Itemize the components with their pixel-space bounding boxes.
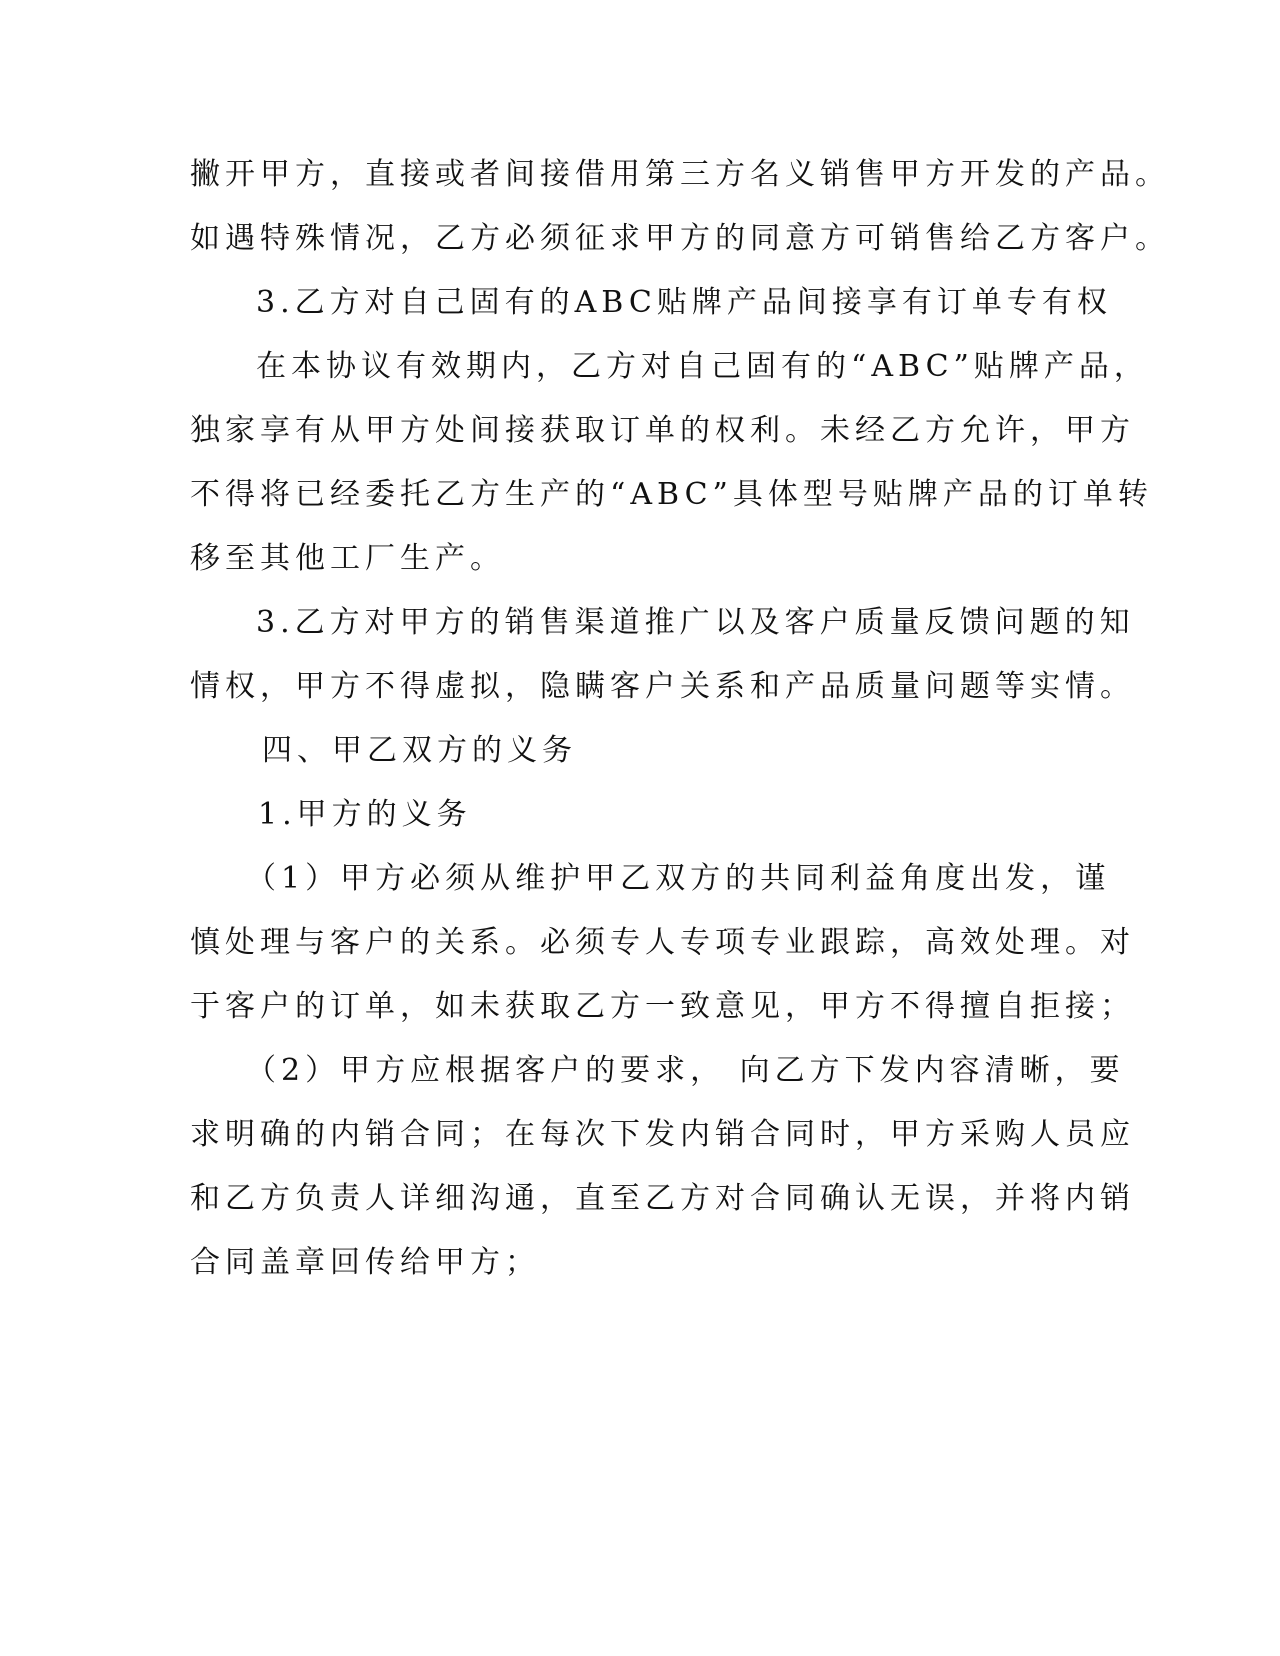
- text-line: 如遇特殊情况，乙方必须征求甲方的同意方可销售给乙方客户。: [190, 221, 1170, 256]
- text-line: 不得将已经委托乙方生产的“ABC”具体型号贴牌产品的订单转: [190, 477, 1153, 512]
- text-line: （1）甲方必须从维护甲乙双方的共同利益角度出发，谨: [246, 861, 1111, 896]
- text-line: 和乙方负责人详细沟通，直至乙方对合同确认无误，并将内销: [190, 1181, 1135, 1216]
- text-line: （2）甲方应根据客户的要求， 向乙方下发内容清晰，要: [246, 1053, 1125, 1088]
- text-line: 慎处理与客户的关系。必须专人专项专业跟踪，高效处理。对: [190, 925, 1135, 960]
- text-line: 独家享有从甲方处间接获取订单的权利。未经乙方允许，甲方: [190, 413, 1135, 448]
- chapter-heading: 四、甲乙双方的义务: [262, 733, 577, 768]
- section-heading: 3.乙方对自己固有的ABC贴牌产品间接享有订单专有权: [256, 285, 1112, 320]
- text-line: 撇开甲方，直接或者间接借用第三方名义销售甲方开发的产品。: [190, 157, 1170, 192]
- text-line: 求明确的内销合同；在每次下发内销合同时，甲方采购人员应: [190, 1117, 1135, 1152]
- text-line: 于客户的订单，如未获取乙方一致意见，甲方不得擅自拒接；: [190, 989, 1135, 1024]
- section-heading: 3.乙方对甲方的销售渠道推广以及客户质量反馈问题的知: [256, 605, 1135, 640]
- text-line: 移至其他工厂生产。: [190, 541, 505, 576]
- section-heading: 1.甲方的义务: [258, 797, 472, 832]
- text-line: 情权，甲方不得虚拟，隐瞒客户关系和产品质量问题等实情。: [190, 669, 1135, 704]
- text-line: 合同盖章回传给甲方；: [190, 1245, 540, 1280]
- text-line: 在本协议有效期内，乙方对自己固有的“ABC”贴牌产品，: [256, 349, 1149, 384]
